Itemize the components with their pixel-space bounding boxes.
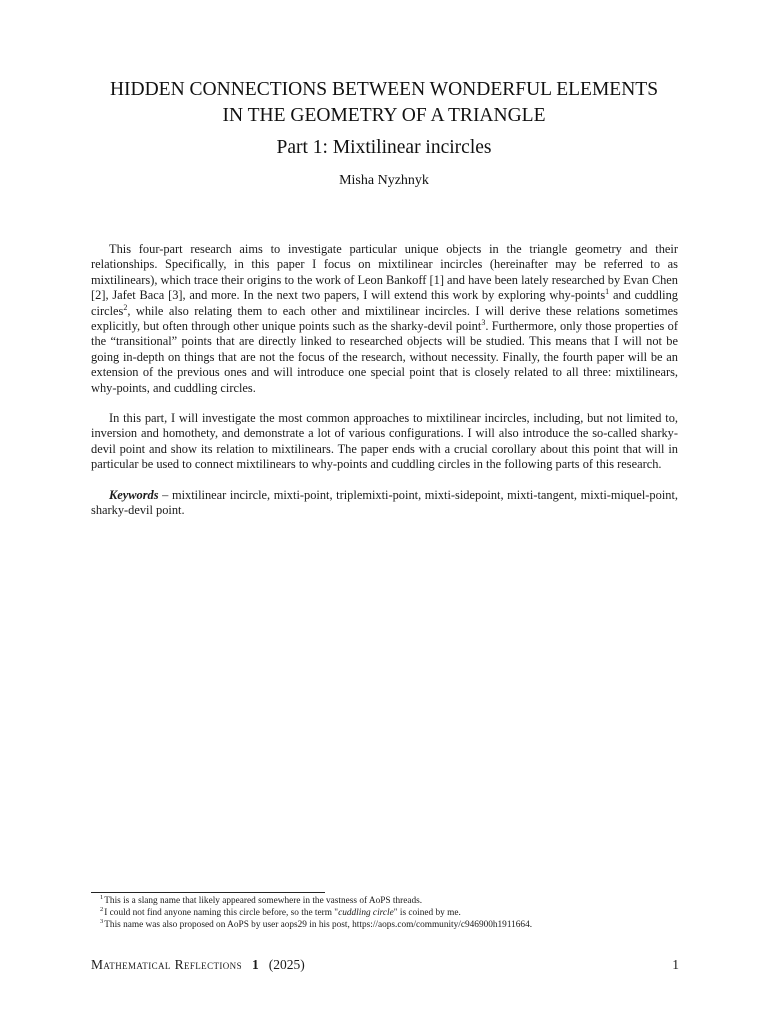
footnote-1: [100, 895, 680, 907]
abstract-text: This four-part research aims to investigate particular unique objects in the triangle geometry and their relationships. Specifically, in this paper I focus on mixtilinear incircles (hereinafter may be referred to as mixtilinears), which trace their origins to the work of Leon Bankoff [1] and have been lately researched by Evan Chen [2], Jafet Baca [3], and more. In the next two papers, I will extend this work by exploring why-points: [91, 242, 678, 303]
footnote-mark: 1: [100, 894, 104, 901]
keywords-paragraph: [91, 488, 678, 519]
footnote-3: [100, 919, 680, 931]
abstract-text: and cuddling circles: [91, 288, 678, 318]
footnote-mark: 2: [100, 906, 104, 914]
footnote-text: " is coined by me.: [393, 908, 461, 919]
footnote-text: This name was also proposed on AoPS by user aops29 in his post, https://aops.com/community/c946900h1911664.: [104, 920, 533, 931]
journal-year: (2025): [268, 957, 305, 972]
paper-title: [0, 77, 768, 161]
footnote-divider: [91, 892, 325, 893]
footnote-mark: 3: [100, 918, 104, 926]
title-line-2: IN THE GEOMETRY OF A TRIANGLE: [222, 105, 546, 126]
journal-volume: 1: [251, 957, 259, 972]
abstract-paragraph-2: In this part, I will investigate the most common approaches to mixtilinear incircles, including, but not limited to, inversion and homothety, and demonstrate a lot of various configurations. I will also introduce the so-called sharky-devil point and show its relation to mixtilinears. The paper ends with a crucial corollary about this point that will in particular be used to connect mixtilinears to why-points and cuddling circles in the following parts of this research.: [91, 411, 678, 472]
abstract-paragraph-1: [91, 242, 678, 396]
page-number: 1: [672, 957, 679, 972]
keywords-label: Keywords: [109, 487, 159, 502]
footnote-text: I could not find anyone naming this circle before, so the term ": [104, 908, 339, 919]
abstract-text: . Furthermore, only those properties of the “transitional” points that are directly linked to researched objects will be studied. This means that I will not be going in-depth on things that are not the focus of the research, without necessity. Finally, the fourth paper will be an extension of the previous ones and will introduce one special point that is closely related to all three: mixtilinears, why-points, and cuddling circles.: [91, 319, 679, 395]
title-line-1: HIDDEN CONNECTIONS BETWEEN WONDERFUL ELEMENTS: [109, 79, 659, 100]
footnote-2: [100, 907, 680, 919]
footnote-text: This is a slang name that likely appeared somewhere in the vastness of AoPS threads.: [104, 896, 423, 906]
footnote-emphasis: cuddling circle: [338, 908, 394, 919]
footnote-ref-3: 3: [481, 318, 486, 328]
footnote-ref-1: 1: [605, 287, 610, 297]
author-name: Misha Nyzhnyk: [339, 173, 429, 188]
footnotes: [100, 895, 680, 932]
footnote-ref-2: 2: [123, 302, 128, 312]
running-footer: [91, 957, 305, 973]
abstract-text: , while also relating them to each other and mixtilinear incircles. I will derive these relations sometimes explicitly, but often through other unique points such as the sharky-devil point: [91, 303, 678, 334]
abstract: [91, 242, 678, 519]
keywords-list: – mixtilinear incircle, mixti-point, triplemixti-point, mixti-sidepoint, mixti-tangent, mixti-miquel-point, sharky-devil point.: [91, 487, 678, 518]
journal-name: Mathematical Reflections: [91, 957, 242, 972]
title-part: Part 1: Mixtilinear incircles: [276, 137, 492, 158]
